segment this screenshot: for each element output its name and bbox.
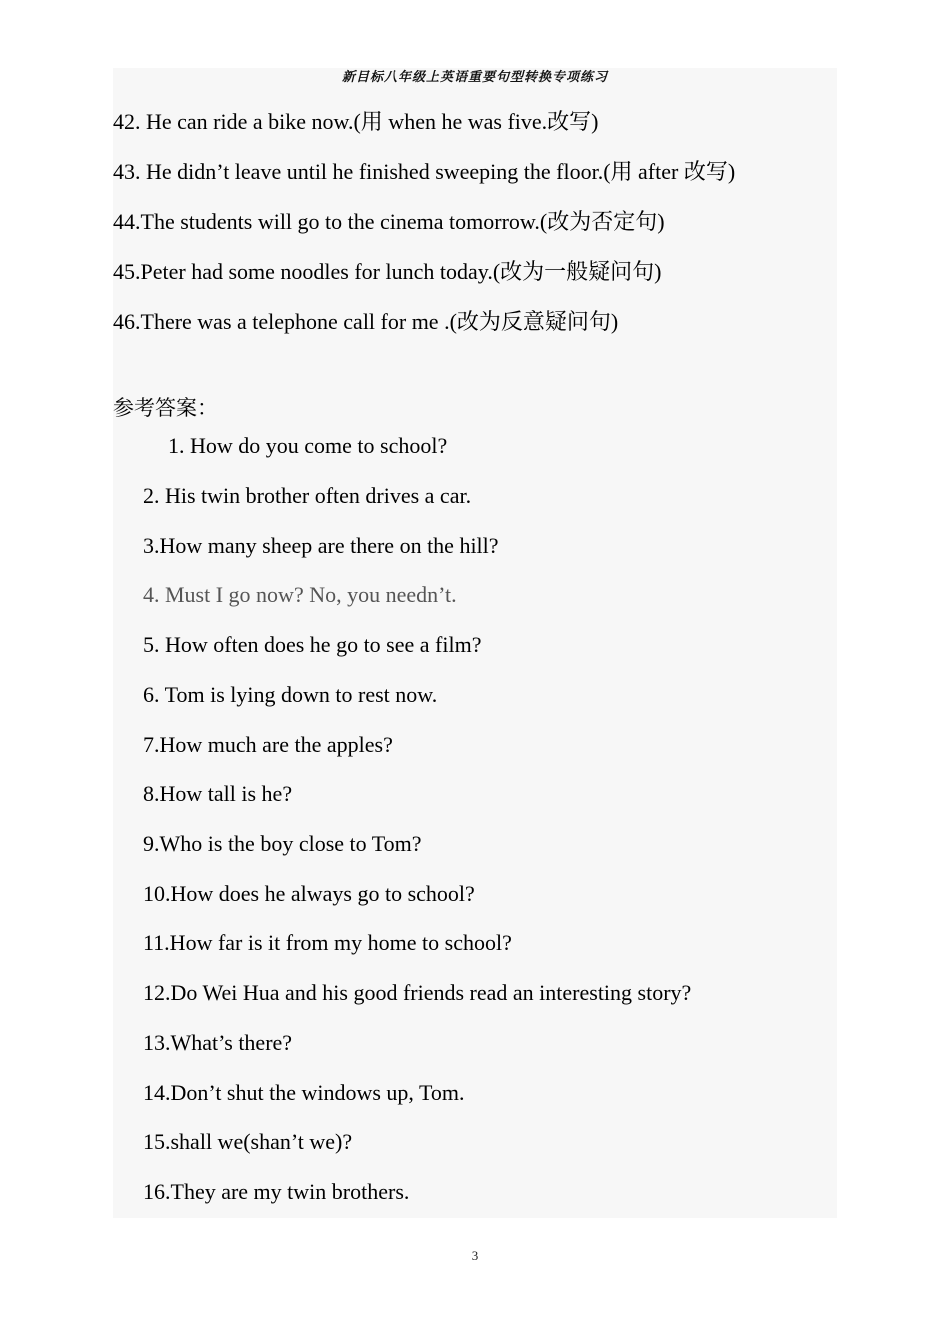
- question-45: 45.Peter had some noodles for lunch today.(改为一般疑问句): [113, 259, 662, 284]
- answer-1: 1. How do you come to school?: [168, 433, 448, 458]
- question-44: 44.The students will go to the cinema tomorrow.(改为否定句): [113, 209, 665, 234]
- question-42: 42. He can ride a bike now.(用 when he was five.改写): [113, 109, 599, 134]
- answer-9: 9.Who is the boy close to Tom?: [143, 831, 422, 856]
- answer-16: 16.They are my twin brothers.: [143, 1179, 410, 1204]
- answers-title: 参考答案：: [113, 396, 218, 420]
- question-43: 43. He didn’t leave until he finished sweeping the floor.(用 after 改写): [113, 159, 736, 184]
- answer-6: 6. Tom is lying down to rest now.: [143, 682, 438, 707]
- answer-4: 4. Must I go now? No, you needn’t.: [143, 582, 457, 607]
- answer-10: 10.How does he always go to school?: [143, 881, 475, 906]
- answer-13: 13.What’s there?: [143, 1030, 293, 1055]
- page-header: 新目标八年级上英语重要句型转换专项练习: [341, 70, 608, 85]
- answer-8: 8.How tall is he?: [143, 781, 293, 806]
- page-number: 3: [471, 1248, 479, 1263]
- answer-15: 15.shall we(shan’t we)?: [143, 1129, 353, 1154]
- answer-7: 7.How much are the apples?: [143, 732, 393, 757]
- answer-12: 12.Do Wei Hua and his good friends read an interesting story?: [143, 980, 692, 1005]
- answer-3: 3.How many sheep are there on the hill?: [143, 533, 499, 558]
- answer-11: 11.How far is it from my home to school?: [143, 930, 512, 955]
- answer-5: 5. How often does he go to see a film?: [143, 632, 482, 657]
- answer-14: 14.Don’t shut the windows up, Tom.: [143, 1080, 465, 1105]
- question-46: 46.There was a telephone call for me .(改为反意疑问句): [113, 309, 619, 334]
- answer-2: 2. His twin brother often drives a car.: [143, 483, 472, 508]
